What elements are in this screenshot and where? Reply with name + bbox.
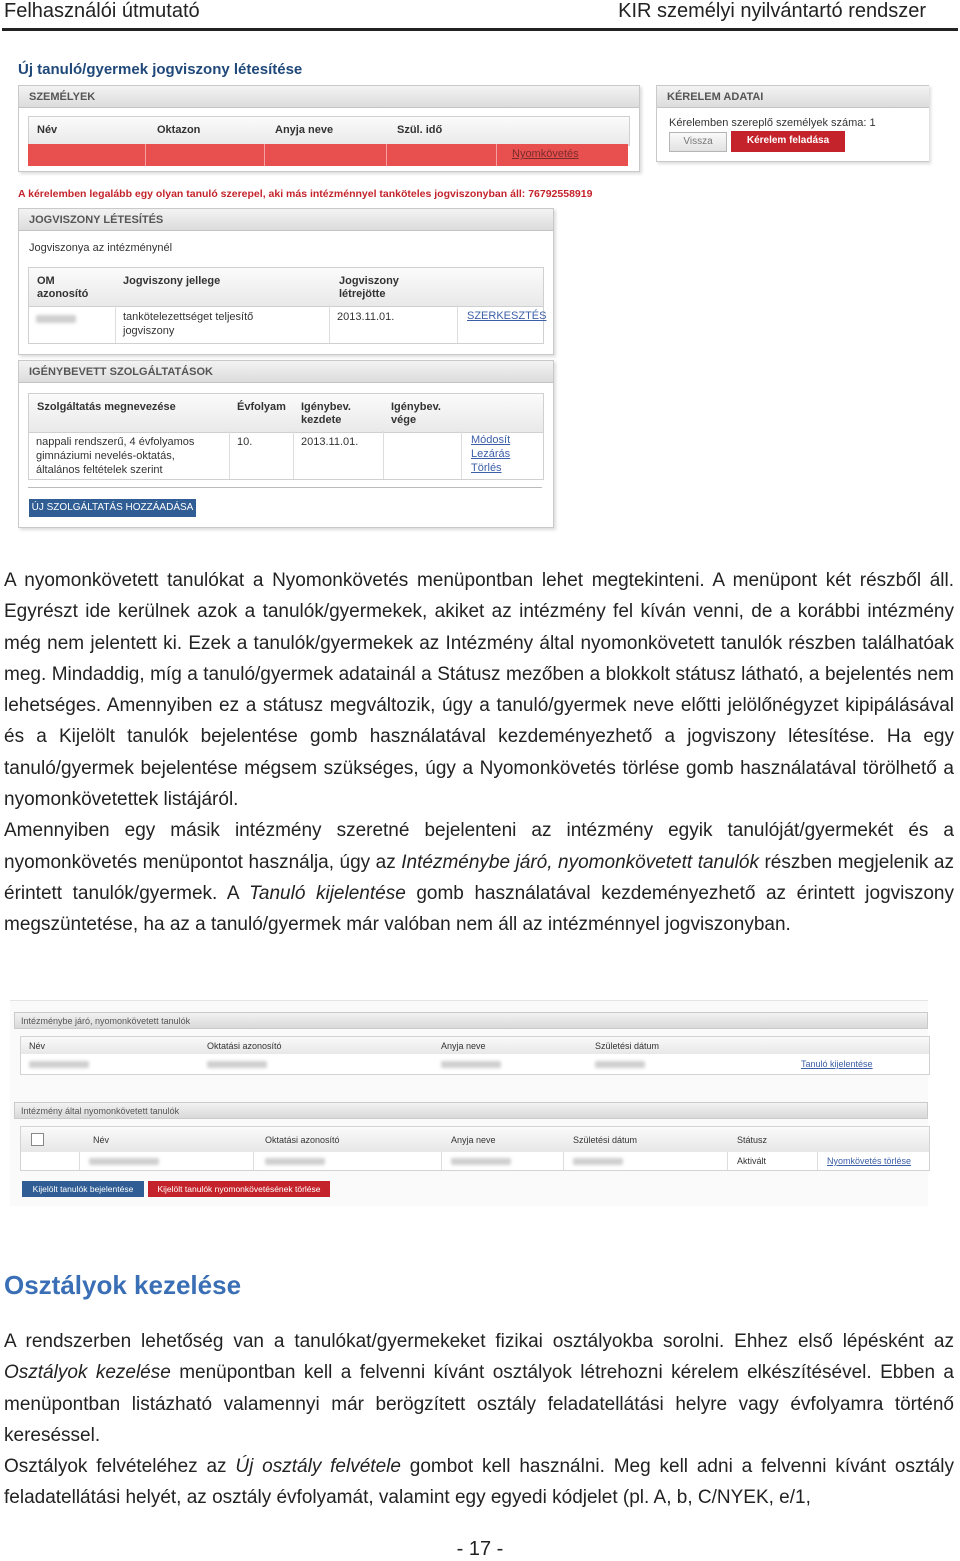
col-enrollment-type: Jogviszony jellege <box>123 275 221 287</box>
enrollment-subtitle: Jogviszonya az intézménynél <box>29 242 173 254</box>
request-panel <box>656 85 929 162</box>
close-link[interactable]: Lezárás <box>471 448 511 460</box>
enrollment-type-value: tankötelezettséget teljesítő jogviszony <box>123 311 254 337</box>
section-heading-container <box>4 1270 241 1301</box>
enrollment-panel <box>18 208 554 355</box>
screenshot-title: Új tanuló/gyermek jogviszony létesítése <box>18 61 303 78</box>
request-person-count: Kérelemben szereplő személyek száma: 1 <box>669 117 876 129</box>
s2-col-birth-date: Születési dátum <box>573 1135 638 1145</box>
col-service-start: Igénybev. kezdete <box>301 401 351 426</box>
page-header-left: Felhasználói útmutató <box>4 0 200 22</box>
s2-col-name: Név <box>93 1135 110 1145</box>
status-value: Aktivált <box>737 1156 767 1166</box>
attending-table-header <box>20 1036 930 1056</box>
persons-table-row <box>28 144 628 166</box>
persons-panel <box>18 85 640 172</box>
request-panel-bar: KÉRELEM ADATAI <box>657 86 929 108</box>
col-name: Név <box>37 124 58 136</box>
screenshot-new-enrollment <box>0 40 960 540</box>
body-text-tracking <box>4 565 954 941</box>
service-name-value: nappali rendszerű, 4 évfolyamos gimnáziumi nevelés-oktatás, általános feltételek szerint <box>36 436 195 476</box>
attending-table-row <box>20 1054 930 1075</box>
s2-col-mother-name: Anyja neve <box>451 1135 496 1145</box>
screenshot-tracking-lists <box>10 1000 928 1206</box>
edit-link[interactable]: SZERKESZTÉS <box>467 310 547 322</box>
paragraph-tracking: A nyomonkövetett tanulókat a Nyomonkövetés menüpontban lehet megtekinteni. A menüpont két részből áll. Egyrészt ide kerülnek azok a tanulók/gyermekek, akiket az intézmény fel kíván venni, de a korábbi intézmény még nem jelentett ki. Ezek a tanulók/gyermekek az Intézmény által nyomonkövetett tanulók részben találhatóak meg. Mindaddig, míg a tanuló/gyermek adatainál a Státusz mezőben a blokkolt státusz látható, a bejelentés nem lehetséges. Amennyiben ez a státusz megváltozik, úgy a tanuló/gyermek neve előtti jelölőnégyzet kipipálásával és a Kijelölt tanulók bejelentése gomb használatával kezdeményezhető a jogviszony létesítése. Ha egy tanuló/gyermek bejelentése mégsem szükséges, úgy a Nyomonkövetés törlése gomb használatával törölhető a nyomonkövetettek listájáról. <box>4 570 954 811</box>
tracked-table-row <box>20 1152 930 1171</box>
col-enrollment-start: Jogviszony létrejötte <box>339 275 399 300</box>
delete-link[interactable]: Törlés <box>471 462 502 474</box>
enrollment-date-value: 2013.11.01. <box>337 311 395 323</box>
attending-tracked-bar: Intézménybe járó, nyomonkövetett tanulók <box>14 1012 928 1029</box>
col-om-id: OM azonosító <box>37 275 89 300</box>
s1-col-name: Név <box>29 1041 46 1051</box>
persons-table-header <box>28 116 630 146</box>
services-table-header <box>28 393 544 433</box>
student-deregister-link[interactable]: Tanuló kijelentése <box>801 1059 873 1069</box>
warning-text: A kérelemben legalább egy olyan tanuló szerepel, aki más intézménnyel tanköteles jogviszonyban áll: 76792558919 <box>18 188 593 200</box>
col-grade: Évfolyam <box>237 401 286 413</box>
s1-col-birth-date: Születési dátum <box>595 1041 660 1051</box>
institution-tracked-bar: Intézmény által nyomonkövetett tanulók <box>14 1102 928 1119</box>
s1-col-mother-name: Anyja neve <box>441 1041 486 1051</box>
persons-panel-bar: SZEMÉLYEK <box>19 86 639 108</box>
modify-link[interactable]: Módosít <box>471 434 511 446</box>
delete-selected-tracking-button[interactable]: Kijelölt tanulók nyomonkövetésének törlése <box>148 1181 330 1197</box>
col-mother-name: Anyja neve <box>275 124 334 136</box>
tracking-link[interactable]: Nyomkövetés <box>512 148 579 160</box>
col-oktazon: Oktazon <box>157 124 201 136</box>
report-selected-button[interactable]: Kijelölt tanulók bejelentése <box>22 1181 144 1197</box>
back-button[interactable]: Vissza <box>669 132 727 152</box>
enrollment-table-row <box>28 305 547 344</box>
enrollment-panel-bar: JOGVISZONY LÉTESÍTÉS <box>19 209 553 231</box>
tracking-delete-link[interactable]: Nyomkövetés törlése <box>827 1156 912 1166</box>
tracked-table-header <box>20 1126 930 1154</box>
select-all-checkbox[interactable] <box>31 1133 44 1146</box>
paragraph-new-class: Osztályok felvételéhez az Új osztály felvétele gombot kell használni. Meg kell adni a felvenni kívánt osztály feladatellátási helyét, az osztály évfolyamát, valamint egy egyedi kódjelet (pl. A, b, C/NYEK, e/1, <box>4 1456 955 1509</box>
page-header-right: KIR személyi nyilvántartó rendszer <box>618 0 926 22</box>
s1-col-education-id: Oktatási azonosító <box>207 1041 282 1051</box>
body-text-classes <box>4 1326 954 1514</box>
page-number: - 17 - <box>456 1538 504 1560</box>
services-table-row <box>28 431 544 480</box>
enrollment-table-header <box>28 267 544 307</box>
services-panel-bar: IGÉNYBEVETT SZOLGÁLTATÁSOK <box>19 361 553 383</box>
blurred-om-id <box>36 315 76 323</box>
services-panel <box>18 360 554 528</box>
paragraph-classes-intro: A rendszerben lehetőség van a tanulókat/gyermekeket fizikai osztályokba sorolni. Ehhez első lépésként az Osztályok kezelése menüpontban kell a felvenni kívánt osztályok létrehozni kérelem elkészítésével. Ebben a menüpontban listázható valamennyi már berögzített osztály feladatellátási helyre vagy évfolyamra történő kereséssel. <box>4 1331 954 1446</box>
col-service-name: Szolgáltatás megnevezése <box>37 401 176 413</box>
s2-col-status: Státusz <box>737 1135 768 1145</box>
s2-col-education-id: Oktatási azonosító <box>265 1135 340 1145</box>
section-heading: Osztályok kezelése <box>4 1270 242 1300</box>
service-start-value: 2013.11.01. <box>301 436 359 448</box>
add-service-button[interactable]: ÚJ SZOLGÁLTATÁS HOZZÁADÁSA <box>29 499 196 517</box>
header-rule <box>2 28 958 31</box>
paragraph-other-institution: Amennyiben egy másik intézmény szeretné bejelenteni az intézmény egyik tanulóját/gyermekét és a nyomonkövetés menüpontot használja, úgy az Intézménybe járó, nyomonkövetett tanulók részben megjelenik az érintett tanulók/gyermek. A Tanuló kijelentése gomb használatával kezdeményezhető az érintett jogviszony megszüntetése, ha az a tanuló/gyermek már valóban nem áll az intézménnyel jogviszonyban. <box>4 820 955 936</box>
col-service-end: Igénybev. vége <box>391 401 441 426</box>
submit-request-button[interactable]: Kérelem feladása <box>731 131 845 152</box>
col-birth-date: Szül. idő <box>397 124 443 136</box>
grade-value: 10. <box>237 436 253 448</box>
